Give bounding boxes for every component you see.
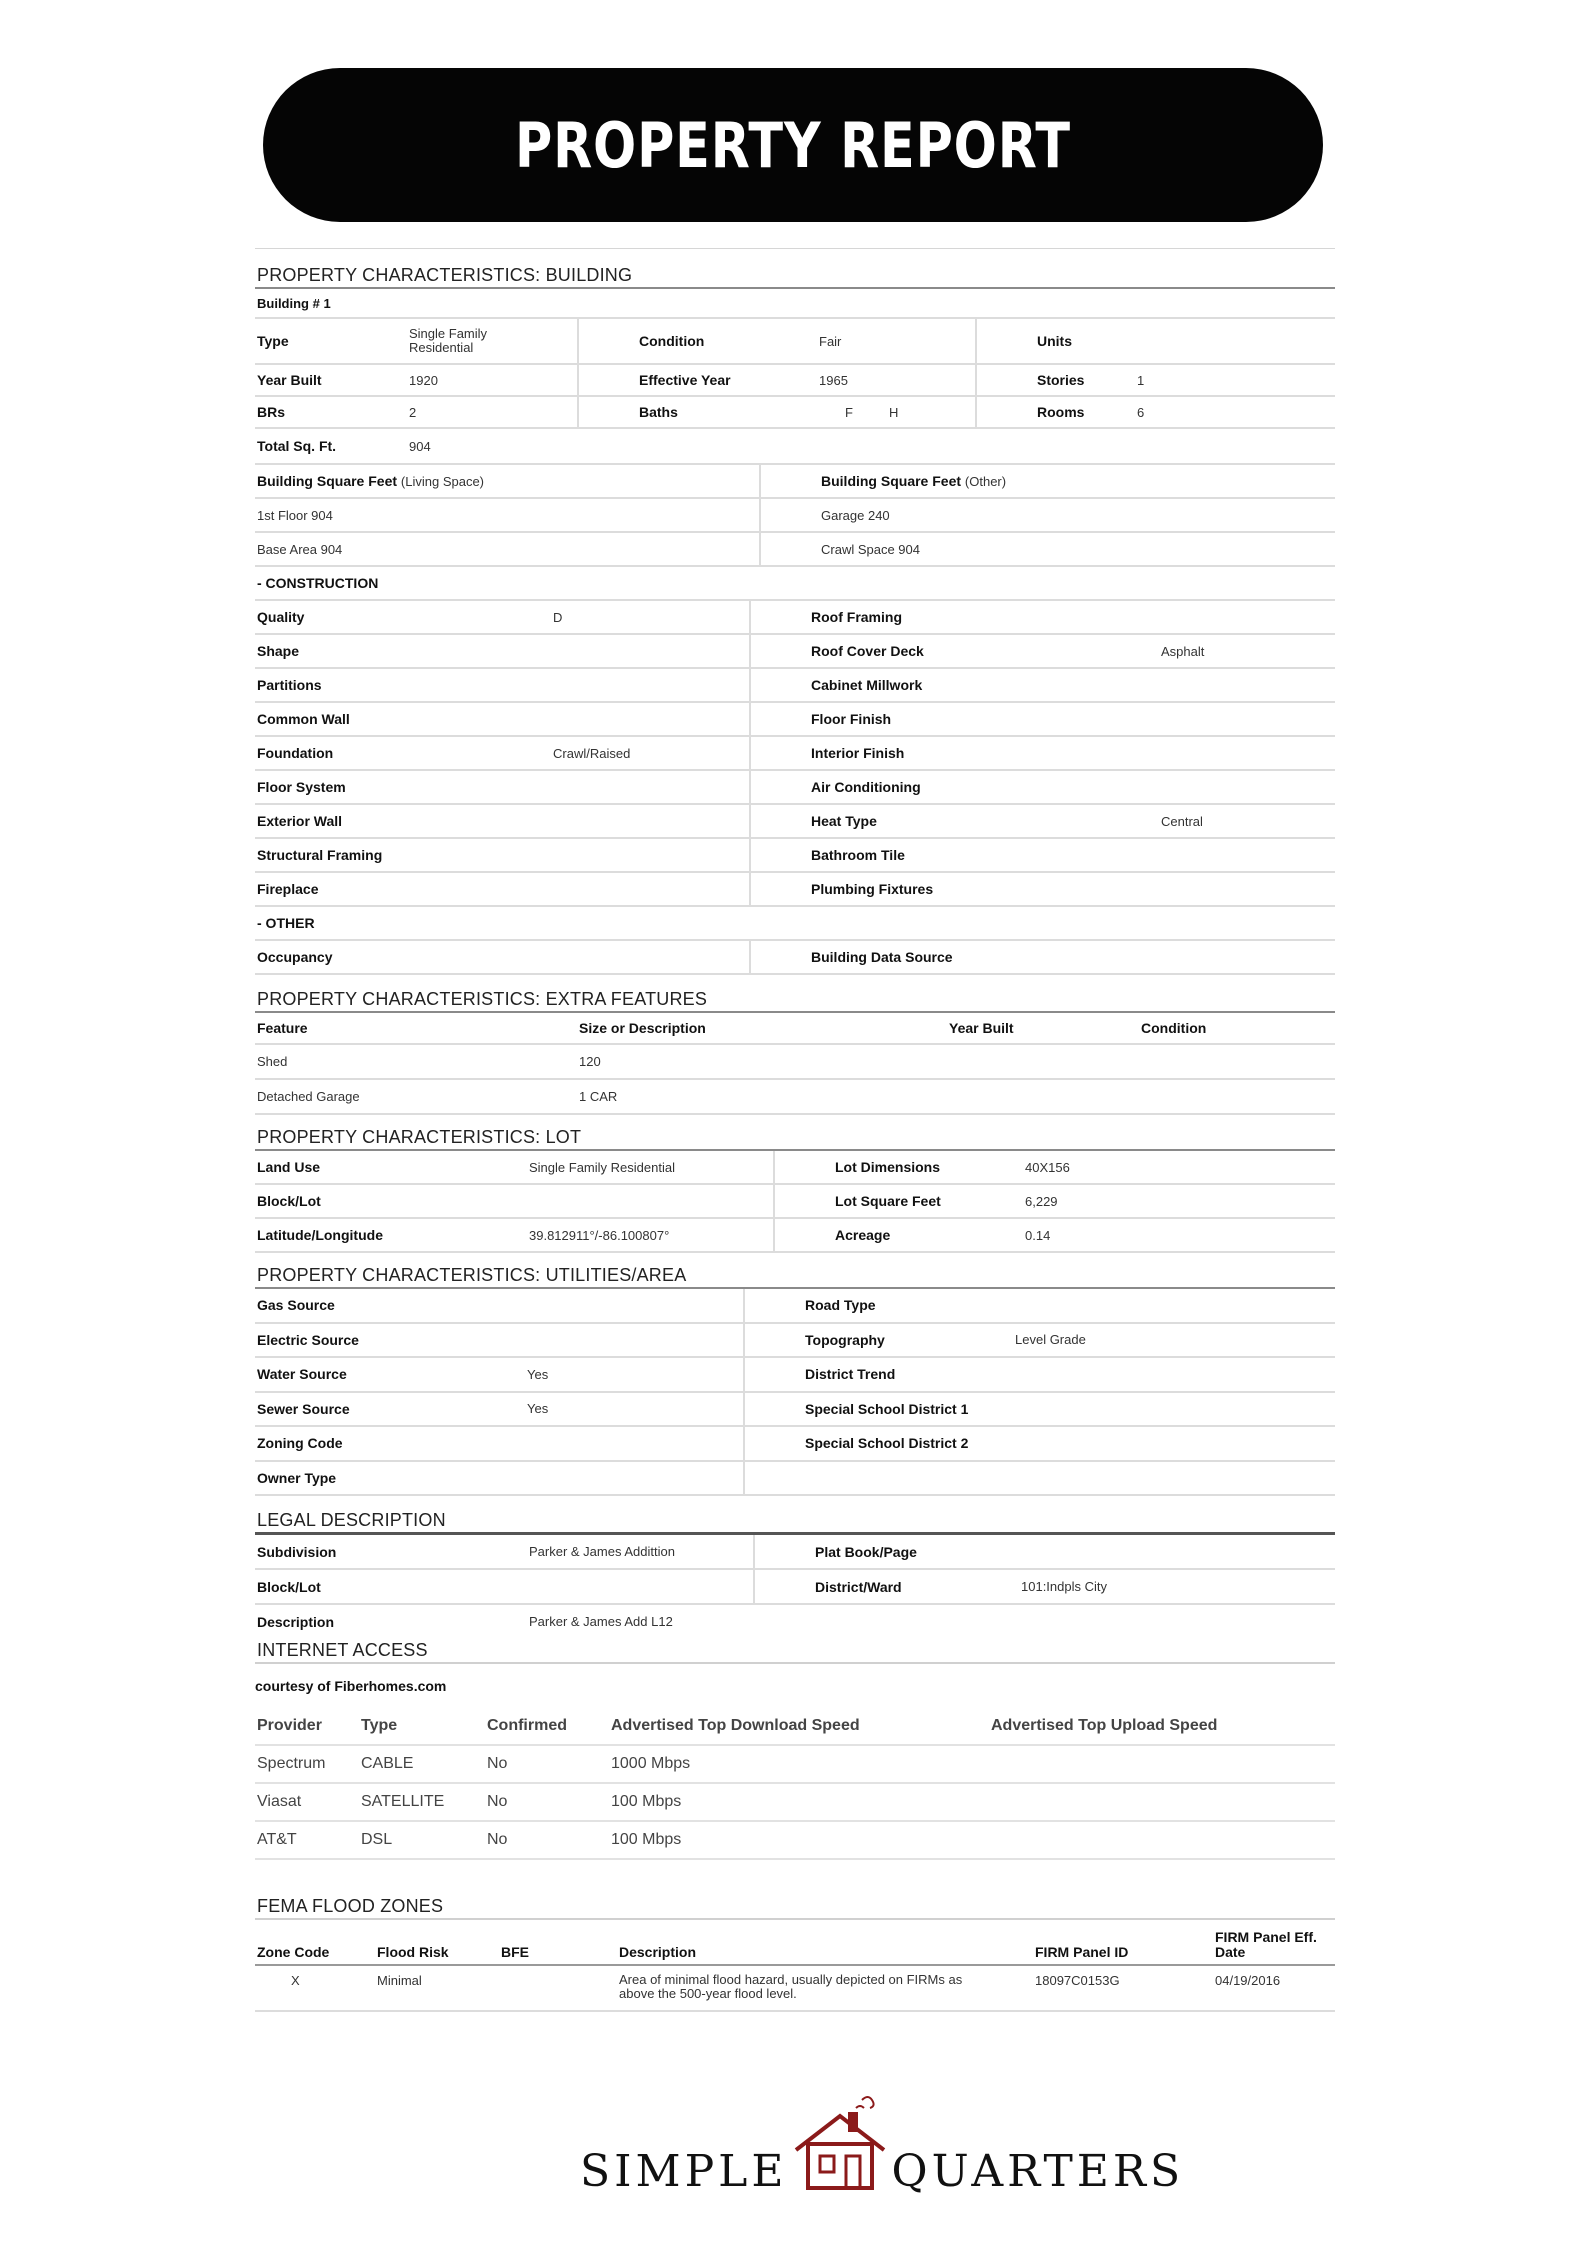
- logo-text-left: SIMPLE: [580, 2146, 788, 2197]
- report-title: PROPERTY REPORT: [515, 108, 1071, 182]
- occupancy-row: [255, 941, 1335, 975]
- internet-table: [255, 1746, 1335, 1860]
- building-row-year: [255, 365, 1335, 397]
- description-label: Description: [257, 1613, 335, 1630]
- construction-right-label: Roof Framing: [749, 601, 1159, 633]
- year-built-label: Year Built: [257, 372, 322, 388]
- internet-download: 1000 Mbps: [611, 1755, 691, 1772]
- other-heading: - OTHER: [257, 915, 315, 931]
- ward-value: 101:Indpls City: [1021, 1579, 1107, 1594]
- lot-left-label: Land Use: [257, 1159, 321, 1175]
- lot-left-value: 39.812911°/-86.100807°: [529, 1227, 670, 1243]
- base-area-value: Base Area 904: [257, 541, 343, 557]
- construction-row: [255, 635, 1335, 669]
- construction-row: [255, 737, 1335, 771]
- logo-text-right: QUARTERS: [891, 2146, 1185, 2197]
- construction-right-label: Floor Finish: [749, 703, 1159, 735]
- utilities-left-label: Water Source: [257, 1366, 347, 1383]
- internet-row: [255, 1822, 1335, 1860]
- flood-header-description: Description: [619, 1944, 697, 1960]
- flood-header-panel: FIRM Panel ID: [1035, 1944, 1129, 1960]
- utilities-table: [255, 1289, 1335, 1496]
- section-legal-title: LEGAL DESCRIPTION: [255, 1508, 1335, 1535]
- construction-left-value: D: [553, 609, 563, 625]
- flood-header-date: FIRM Panel Eff. Date: [1215, 1929, 1317, 1960]
- construction-row: [255, 703, 1335, 737]
- internet-header-row: [255, 1708, 1335, 1746]
- construction-right-label: Plumbing Fixtures: [749, 873, 1159, 905]
- house-icon: [792, 2094, 888, 2194]
- internet-download: 100 Mbps: [611, 1793, 682, 1810]
- construction-right-label: Roof Cover Deck: [749, 635, 1159, 667]
- bsf-living-header: Building Square Feet (Living Space): [257, 473, 485, 489]
- plat-label: Plat Book/Page: [753, 1535, 919, 1568]
- construction-left-label: Fireplace: [257, 881, 319, 897]
- legal-row-subdivision: [255, 1535, 1335, 1570]
- construction-row: [255, 669, 1335, 703]
- internet-type: SATELLITE: [361, 1793, 445, 1810]
- construction-left-label: Quality: [257, 609, 305, 625]
- extra-feature-name: Detached Garage: [257, 1089, 360, 1104]
- construction-right-label: Interior Finish: [749, 737, 1159, 769]
- construction-row: [255, 873, 1335, 907]
- report-body: [255, 248, 1335, 2012]
- internet-confirmed: No: [487, 1831, 508, 1848]
- flood-description-value: Area of minimal flood hazard, usually depicted on FIRMs as above the 500-year flood level.: [619, 1972, 963, 2001]
- first-floor-value: 1st Floor 904: [257, 507, 333, 523]
- flood-header-zone: Zone Code: [257, 1944, 330, 1960]
- extra-feature-row: [255, 1045, 1335, 1080]
- construction-right-value: Central: [1161, 813, 1203, 829]
- utilities-left-value: Yes: [527, 1401, 549, 1417]
- construction-left-label: Foundation: [257, 745, 334, 761]
- brs-value: 2: [409, 404, 417, 420]
- utilities-right-label: Special School District 2: [743, 1427, 1013, 1460]
- construction-heading-row: [255, 567, 1335, 601]
- garage-value: Garage 240: [759, 499, 892, 531]
- flood-header-row: [255, 1920, 1335, 1966]
- units-label: Units: [975, 319, 1175, 363]
- construction-row: [255, 805, 1335, 839]
- lot-right-label: Lot Square Feet: [773, 1185, 1023, 1217]
- lot-row: [255, 1219, 1335, 1253]
- construction-left-label: Common Wall: [257, 711, 350, 727]
- utilities-left-label: Owner Type: [257, 1469, 337, 1486]
- extra-feature-size: 1 CAR: [579, 1089, 618, 1104]
- internet-header-provider: Provider: [257, 1717, 322, 1734]
- extra-feature-size: 120: [579, 1054, 601, 1069]
- building-number: Building # 1: [257, 295, 331, 311]
- extra-header-feature: Feature: [257, 1020, 308, 1036]
- data-source-label: Building Data Source: [749, 941, 955, 973]
- construction-left-label: Shape: [257, 643, 300, 659]
- lot-left-label: Latitude/Longitude: [257, 1227, 383, 1243]
- sqft-label: Total Sq. Ft.: [257, 438, 337, 454]
- ward-label: District/Ward: [753, 1570, 1019, 1603]
- legal-block-label: Block/Lot: [257, 1578, 321, 1595]
- internet-type: CABLE: [361, 1755, 414, 1772]
- utilities-row: [255, 1462, 1335, 1497]
- legal-row-description: [255, 1605, 1335, 1638]
- construction-left-label: Exterior Wall: [257, 813, 343, 829]
- utilities-row: [255, 1393, 1335, 1428]
- baths-label: Baths: [577, 397, 817, 427]
- internet-header-type: Type: [361, 1717, 398, 1734]
- internet-confirmed: No: [487, 1793, 508, 1810]
- baths-value: F H: [845, 404, 899, 420]
- lot-right-label: Acreage: [773, 1219, 1023, 1251]
- construction-right-label: Cabinet Millwork: [749, 669, 1159, 701]
- extra-header-year: Year Built: [949, 1020, 1014, 1036]
- utilities-right-label: Road Type: [743, 1289, 1013, 1322]
- flood-date-value: 04/19/2016: [1215, 1973, 1281, 1988]
- construction-row: [255, 839, 1335, 873]
- construction-right-value: Asphalt: [1161, 643, 1205, 659]
- utilities-right-label: Special School District 1: [743, 1393, 1013, 1426]
- internet-header-upload: Advertised Top Upload Speed: [991, 1717, 1218, 1734]
- effective-year-value: 1965: [819, 372, 848, 388]
- lot-left-label: Block/Lot: [257, 1193, 321, 1209]
- bsf-other-header: Building Square Feet (Other): [759, 465, 1008, 497]
- lot-table: [255, 1151, 1335, 1253]
- other-heading-row: [255, 907, 1335, 941]
- rooms-value: 6: [1137, 404, 1145, 420]
- internet-provider: Spectrum: [257, 1755, 326, 1772]
- report-banner: [263, 68, 1323, 222]
- stories-value: 1: [1137, 372, 1145, 388]
- type-label: Type: [257, 333, 289, 349]
- building-number-row: [255, 289, 1335, 319]
- section-flood-title: FEMA FLOOD ZONES: [255, 1894, 1335, 1920]
- sqft-value: 904: [409, 438, 431, 454]
- lot-right-label: Lot Dimensions: [773, 1151, 1023, 1183]
- year-built-value: 1920: [409, 372, 438, 388]
- utilities-left-label: Gas Source: [257, 1297, 335, 1314]
- utilities-row: [255, 1358, 1335, 1393]
- construction-table: [255, 601, 1335, 907]
- section-lot-title: PROPERTY CHARACTERISTICS: LOT: [255, 1125, 1335, 1151]
- stories-label: Stories: [975, 365, 1135, 395]
- construction-left-value: Crawl/Raised: [553, 745, 631, 761]
- utilities-left-value: Yes: [527, 1366, 549, 1382]
- internet-download: 100 Mbps: [611, 1831, 682, 1848]
- construction-row: [255, 601, 1335, 635]
- subdivision-label: Subdivision: [257, 1543, 337, 1560]
- internet-row: [255, 1746, 1335, 1784]
- flood-header-risk: Flood Risk: [377, 1944, 449, 1960]
- section-internet-title: INTERNET ACCESS: [255, 1638, 1335, 1664]
- utilities-left-label: Electric Source: [257, 1331, 359, 1348]
- flood-header-bfe: BFE: [501, 1944, 529, 1960]
- brs-label: BRs: [257, 404, 286, 420]
- internet-provider: Viasat: [257, 1793, 302, 1810]
- utilities-row: [255, 1289, 1335, 1324]
- extra-feature-row: [255, 1080, 1335, 1115]
- flood-risk-value: Minimal: [377, 1973, 422, 1988]
- construction-right-label: Heat Type: [749, 805, 1159, 837]
- construction-right-label: Bathroom Tile: [749, 839, 1159, 871]
- condition-value: Fair: [819, 333, 842, 349]
- building-row-type: [255, 319, 1335, 365]
- section-building-title: PROPERTY CHARACTERISTICS: BUILDING: [255, 263, 1335, 289]
- building-row-rooms: [255, 397, 1335, 429]
- extra-header-row: [255, 1013, 1335, 1045]
- flood-panel-value: 18097C0153G: [1035, 1973, 1120, 1988]
- extra-table: [255, 1045, 1335, 1115]
- bsf-row-2: [255, 533, 1335, 567]
- internet-courtesy: courtesy of Fiberhomes.com: [255, 1678, 447, 1694]
- extra-header-condition: Condition: [1141, 1020, 1207, 1036]
- construction-right-label: Air Conditioning: [749, 771, 1159, 803]
- utilities-left-label: Sewer Source: [257, 1400, 350, 1417]
- rooms-label: Rooms: [975, 397, 1135, 427]
- occupancy-label: Occupancy: [257, 949, 333, 965]
- utilities-row: [255, 1427, 1335, 1462]
- utilities-left-label: Zoning Code: [257, 1435, 343, 1452]
- description-value: Parker & James Add L12: [529, 1614, 673, 1629]
- internet-row: [255, 1784, 1335, 1822]
- construction-heading: - CONSTRUCTION: [257, 575, 379, 591]
- subdivision-value: Parker & James Addittion: [529, 1544, 675, 1559]
- legal-row-block: [255, 1570, 1335, 1605]
- section-extra-title: PROPERTY CHARACTERISTICS: EXTRA FEATURES: [255, 987, 1335, 1013]
- building-row-sqft: [255, 429, 1335, 465]
- extra-header-size: Size or Description: [579, 1020, 706, 1036]
- utilities-row: [255, 1324, 1335, 1359]
- utilities-right-value: Level Grade: [1015, 1332, 1086, 1348]
- utilities-right-label: [743, 1462, 1013, 1495]
- lot-row: [255, 1151, 1335, 1185]
- internet-header-confirmed: Confirmed: [487, 1717, 567, 1734]
- construction-left-label: Structural Framing: [257, 847, 383, 863]
- internet-header-download: Advertised Top Download Speed: [611, 1717, 860, 1734]
- flood-data-row: [255, 1966, 1335, 2012]
- type-value: Single Family Residential: [409, 326, 488, 355]
- construction-left-label: Partitions: [257, 677, 322, 693]
- simple-quarters-logo: [580, 2094, 1185, 2197]
- construction-left-label: Floor System: [257, 779, 346, 795]
- internet-provider: AT&T: [257, 1831, 297, 1848]
- bsf-row-1: [255, 499, 1335, 533]
- bsf-header-row: [255, 465, 1335, 499]
- internet-type: DSL: [361, 1831, 393, 1848]
- internet-confirmed: No: [487, 1755, 508, 1772]
- utilities-right-label: District Trend: [743, 1358, 1013, 1391]
- condition-label: Condition: [577, 319, 817, 363]
- construction-row: [255, 771, 1335, 805]
- extra-feature-name: Shed: [257, 1054, 288, 1069]
- effective-year-label: Effective Year: [577, 365, 817, 395]
- section-utilities-title: PROPERTY CHARACTERISTICS: UTILITIES/AREA: [255, 1263, 1335, 1289]
- lot-row: [255, 1185, 1335, 1219]
- crawl-space-value: Crawl Space 904: [759, 533, 922, 565]
- lot-left-value: Single Family Residential: [529, 1159, 675, 1175]
- flood-zone-value: X: [291, 1973, 300, 1988]
- utilities-right-label: Topography: [743, 1324, 1013, 1357]
- lot-right-value: 0.14: [1025, 1227, 1051, 1243]
- lot-right-value: 6,229: [1025, 1193, 1058, 1209]
- lot-right-value: 40X156: [1025, 1159, 1070, 1175]
